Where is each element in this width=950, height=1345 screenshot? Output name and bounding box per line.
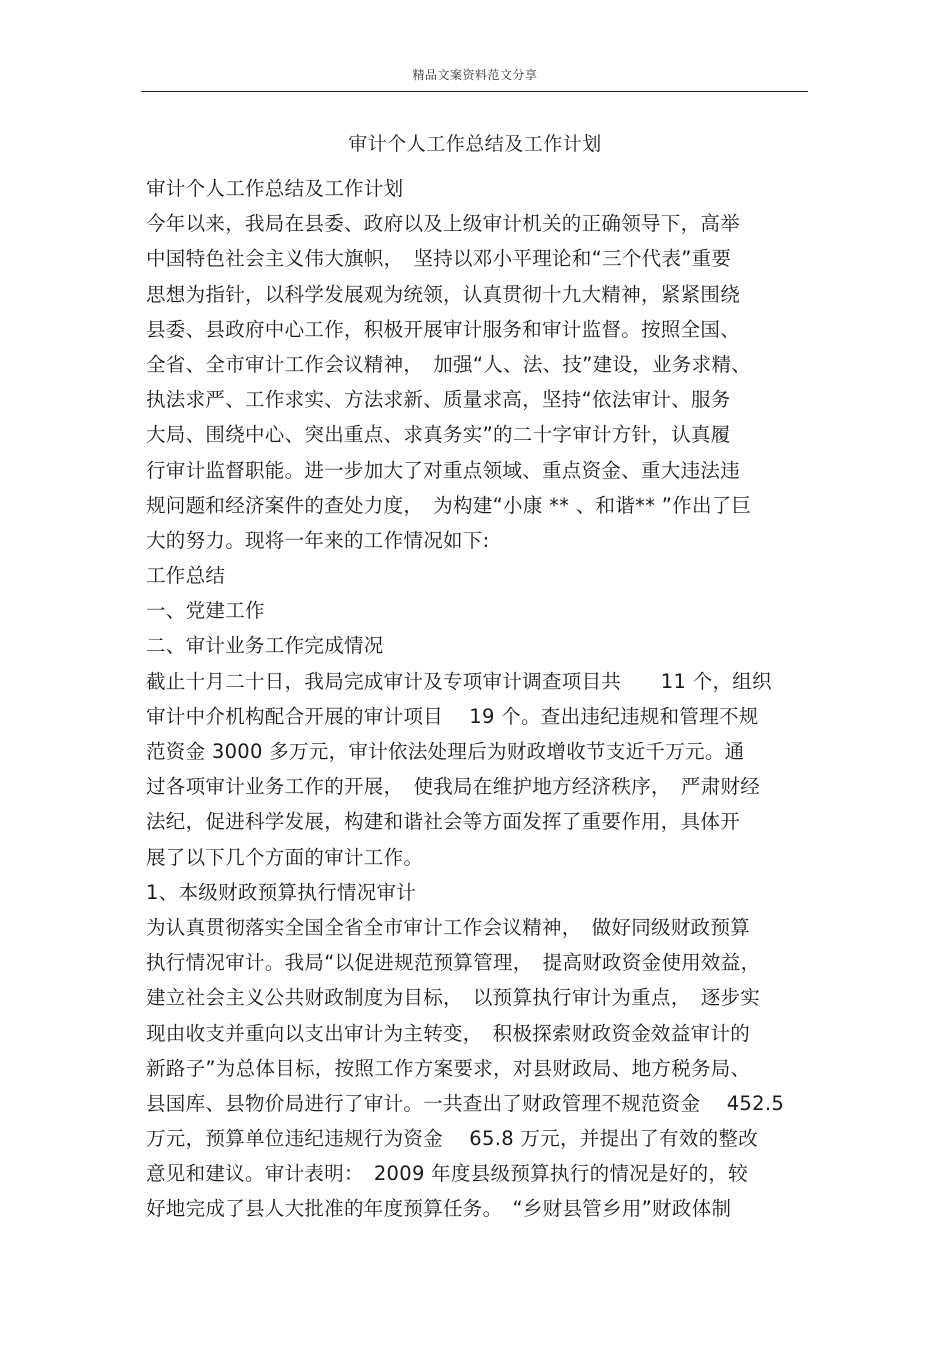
body-line: 全省、全市审计工作会议精神， 加强“人、法、技”建设，业务求精、 bbox=[146, 352, 752, 376]
document-title: 审计个人工作总结及工作计划 bbox=[348, 133, 602, 155]
body-line: 为认真贯彻落实全国全省全市审计工作会议精神， 做好同级财政预算 bbox=[146, 915, 751, 939]
body-line: 现由收支并重向以支出审计为主转变， 积极探索财政资金效益审计的 bbox=[146, 1021, 751, 1045]
body-line: 意见和建议。审计表明： 2009 年度县级预算执行的情况是好的，较 bbox=[146, 1162, 748, 1186]
body-line: 建立社会主义公共财政制度为目标， 以预算执行审计为重点， 逐步实 bbox=[146, 986, 761, 1010]
section-heading: 1、本级财政预算执行情况审计 bbox=[146, 880, 417, 904]
body-line: 大的努力。现将一年来的工作情况如下: bbox=[146, 528, 490, 552]
body-line: 过各项审计业务工作的开展， 使我局在维护地方经济秩序， 严肃财经 bbox=[146, 775, 761, 799]
body-line: 大局、围绕中心、突出重点、求真务实”的二十字审计方针，认真履 bbox=[146, 423, 731, 447]
document-body bbox=[146, 171, 808, 1227]
body-line: 审计个人工作总结及工作计划 bbox=[146, 177, 404, 200]
body-line: 执行情况审计。我局“以促进规范预算管理， 提高财政资金使用效益， bbox=[146, 951, 761, 975]
section-heading: 二、审计业务工作完成情况 bbox=[146, 634, 384, 658]
body-line: 范资金 3000 多万元，审计依法处理后为财政增收节支近千万元。通 bbox=[146, 740, 745, 763]
body-line: 万元，预算单位违纪违规行为资金 65.8 万元，并提出了有效的整改 bbox=[146, 1127, 759, 1151]
body-line: 思想为指针，以科学发展观为统领，认真贯彻十九大精神，紧紧围绕 bbox=[146, 282, 741, 306]
body-line: 审计中介机构配合开展的审计项目 19 个。查出违纪违规和管理不规 bbox=[146, 704, 759, 728]
body-line: 新路子”为总体目标，按照工作方案要求，对县财政局、地方税务局、 bbox=[146, 1056, 751, 1080]
body-line: 规问题和经济案件的查处力度， 为构建“小康 ** 、和谐** ”作出了巨 bbox=[146, 493, 752, 517]
body-line: 展了以下几个方面的审计工作。 bbox=[146, 845, 424, 869]
body-line: 县委、县政府中心工作，积极开展审计服务和审计监督。按照全国、 bbox=[146, 317, 741, 341]
body-line: 好地完成了县人大批准的年度预算任务。 “乡财县管乡用”财政体制 bbox=[146, 1197, 732, 1221]
body-line: 法纪，促进科学发展，构建和谐社会等方面发挥了重要作用，具体开 bbox=[146, 810, 741, 834]
page-header: 精品文案资料范文分享 bbox=[412, 68, 538, 82]
body-line: 执法求严、工作求实、方法求新、质量求高，坚持“依法审计、服务 bbox=[146, 388, 731, 412]
body-line: 中国特色社会主义伟大旗帜， 坚持以邓小平理论和“三个代表”重要 bbox=[146, 247, 732, 271]
header-divider bbox=[141, 91, 808, 92]
body-line: 截止十月二十日，我局完成审计及专项审计调查项目共 11 个，组织 bbox=[146, 669, 772, 693]
body-line: 今年以来，我局在县委、政府以及上级审计机关的正确领导下，高举 bbox=[146, 212, 741, 236]
body-line: 县国库、县物价局进行了审计。一共查出了财政管理不规范资金 452.5 bbox=[146, 1091, 785, 1115]
body-line: 行审计监督职能。进一步加大了对重点领域、重点资金、重大违法违 bbox=[146, 458, 741, 482]
section-heading: 工作总结 bbox=[146, 564, 226, 588]
section-heading: 一、党建工作 bbox=[146, 599, 265, 623]
